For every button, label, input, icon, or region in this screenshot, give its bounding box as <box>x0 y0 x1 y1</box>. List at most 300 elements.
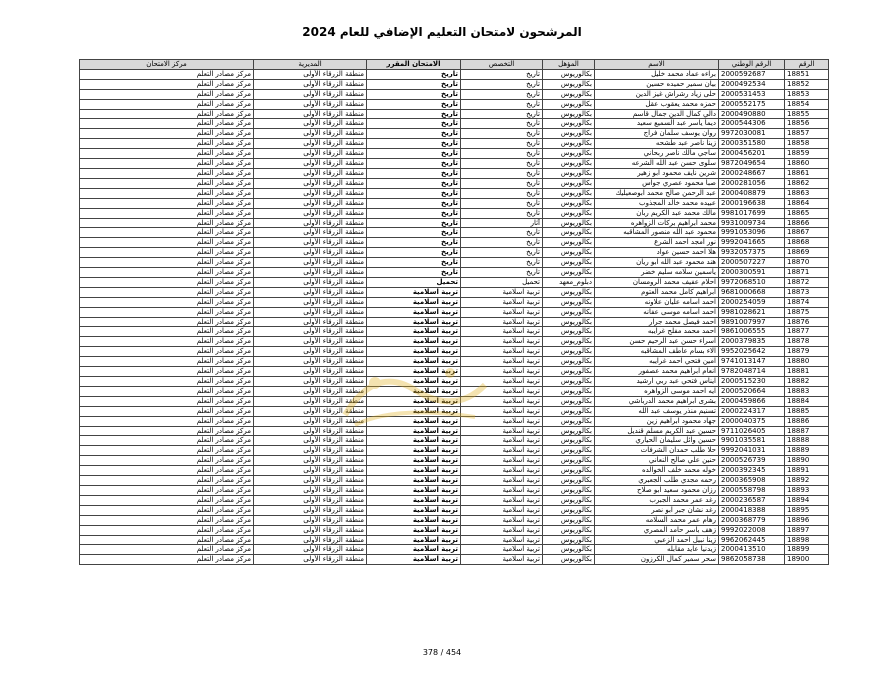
table-row <box>80 178 829 188</box>
name-cell: الاء بسام عاطف المشاقبه <box>595 347 719 357</box>
exam-cell: تاريخ <box>367 218 461 228</box>
exam-center-cell: مركز مصادر التعلم <box>80 436 254 446</box>
table-row <box>80 456 829 466</box>
exam-center-cell: مركز مصادر التعلم <box>80 357 254 367</box>
header-qualification: المؤهل <box>543 60 595 70</box>
name-cell: ديما ياسر عبد السميع سعيد <box>595 119 719 129</box>
qualification-cell: بكالوريوس <box>543 208 595 218</box>
serial-cell: 18859 <box>785 149 829 159</box>
specialization-cell: تربية اسلامية <box>461 466 543 476</box>
exam-center-cell: مركز مصادر التعلم <box>80 446 254 456</box>
table-row <box>80 69 829 79</box>
specialization-cell: تربية اسلامية <box>461 525 543 535</box>
qualification-cell: بكالوريوس <box>543 515 595 525</box>
name-cell: زينا ناصر عبد طشحه <box>595 139 719 149</box>
serial-cell: 18866 <box>785 218 829 228</box>
name-cell: عبيده محمد خالد المجذوب <box>595 198 719 208</box>
exam-cell: تربية اسلامية <box>367 495 461 505</box>
specialization-cell: تاريخ <box>461 188 543 198</box>
table-row <box>80 168 829 178</box>
name-cell: صبا محمود عصري جواس <box>595 178 719 188</box>
specialization-cell: تاريخ <box>461 248 543 258</box>
qualification-cell: بكالوريوس <box>543 297 595 307</box>
specialization-cell: تاريخ <box>461 228 543 238</box>
name-cell: زهف باسر حامد المصري <box>595 525 719 535</box>
serial-cell: 18891 <box>785 466 829 476</box>
specialization-cell: تربية اسلامية <box>461 476 543 486</box>
qualification-cell: بكالوريوس <box>543 555 595 565</box>
qualification-cell: بكالوريوس <box>543 168 595 178</box>
serial-cell: 18858 <box>785 139 829 149</box>
table-row <box>80 317 829 327</box>
directorate-cell: منطقة الزرقاء الأولى <box>254 436 367 446</box>
serial-cell: 18851 <box>785 69 829 79</box>
specialization-cell: تاريخ <box>461 268 543 278</box>
exam-cell: تاريخ <box>367 69 461 79</box>
national-id-cell: 9972068510 <box>719 277 785 287</box>
page-number: 378 / 454 <box>422 648 462 657</box>
national-id-cell: 9782048714 <box>719 367 785 377</box>
exam-center-cell: مركز مصادر التعلم <box>80 327 254 337</box>
national-id-cell: 2000558798 <box>719 485 785 495</box>
exam-center-cell: مركز مصادر التعلم <box>80 406 254 416</box>
specialization-cell: تربية اسلامية <box>461 416 543 426</box>
national-id-cell: 9952025642 <box>719 347 785 357</box>
exam-cell: تربية اسلامية <box>367 386 461 396</box>
national-id-cell: 2000526739 <box>719 456 785 466</box>
exam-center-cell: مركز مصادر التعلم <box>80 178 254 188</box>
qualification-cell: دبلوم_معهد <box>543 277 595 287</box>
exam-center-cell: مركز مصادر التعلم <box>80 168 254 178</box>
name-cell: حلا طلب حمدان الشرفات <box>595 446 719 456</box>
specialization-cell: تربية اسلامية <box>461 287 543 297</box>
name-cell: حمزه محمد يعقوب عقل <box>595 99 719 109</box>
serial-cell: 18893 <box>785 485 829 495</box>
exam-center-cell: مركز مصادر التعلم <box>80 535 254 545</box>
specialization-cell: تربية اسلامية <box>461 535 543 545</box>
exam-cell: تربية اسلامية <box>367 337 461 347</box>
qualification-cell: بكالوريوس <box>543 495 595 505</box>
exam-cell: تربية اسلامية <box>367 515 461 525</box>
national-id-cell: 9992041031 <box>719 446 785 456</box>
exam-center-cell: مركز مصادر التعلم <box>80 129 254 139</box>
table-row <box>80 159 829 169</box>
table-row <box>80 228 829 238</box>
specialization-cell: تربية اسلامية <box>461 357 543 367</box>
name-cell: محمد ابراهيم بركات الزواهره <box>595 218 719 228</box>
directorate-cell: منطقة الزرقاء الأولى <box>254 297 367 307</box>
serial-cell: 18857 <box>785 129 829 139</box>
directorate-cell: منطقة الزرقاء الأولى <box>254 238 367 248</box>
directorate-cell: منطقة الزرقاء الأولى <box>254 426 367 436</box>
national-id-cell: 2000224317 <box>719 406 785 416</box>
qualification-cell: بكالوريوس <box>543 466 595 476</box>
serial-cell: 18869 <box>785 248 829 258</box>
table-row <box>80 307 829 317</box>
serial-cell: 18872 <box>785 277 829 287</box>
exam-center-cell: مركز مصادر التعلم <box>80 277 254 287</box>
qualification-cell: بكالوريوس <box>543 357 595 367</box>
specialization-cell: تاريخ <box>461 119 543 129</box>
qualification-cell: بكالوريوس <box>543 129 595 139</box>
directorate-cell: منطقة الزرقاء الأولى <box>254 159 367 169</box>
specialization-cell: تربية اسلامية <box>461 505 543 515</box>
table-row <box>80 396 829 406</box>
national-id-cell: 2000300591 <box>719 268 785 278</box>
directorate-cell: منطقة الزرقاء الأولى <box>254 268 367 278</box>
exam-cell: تاريخ <box>367 198 461 208</box>
national-id-cell: 9981028621 <box>719 307 785 317</box>
exam-cell: تربية اسلامية <box>367 416 461 426</box>
national-id-cell: 9861006555 <box>719 327 785 337</box>
qualification-cell: بكالوريوس <box>543 198 595 208</box>
qualification-cell: بكالوريوس <box>543 367 595 377</box>
qualification-cell: بكالوريوس <box>543 119 595 129</box>
qualification-cell: بكالوريوس <box>543 476 595 486</box>
table-row <box>80 119 829 129</box>
exam-cell: تربية اسلامية <box>367 505 461 515</box>
directorate-cell: منطقة الزرقاء الأولى <box>254 555 367 565</box>
name-cell: ياسمين سلامه سليم خضر <box>595 268 719 278</box>
table-row <box>80 238 829 248</box>
table-row <box>80 79 829 89</box>
serial-cell: 18885 <box>785 406 829 416</box>
exam-cell: تاريخ <box>367 208 461 218</box>
exam-center-cell: مركز مصادر التعلم <box>80 188 254 198</box>
name-cell: ابراهيم كامل محمد العتوم <box>595 287 719 297</box>
qualification-cell: بكالوريوس <box>543 535 595 545</box>
directorate-cell: منطقة الزرقاء الأولى <box>254 466 367 476</box>
exam-center-cell: مركز مصادر التعلم <box>80 149 254 159</box>
exam-cell: تربية اسلامية <box>367 446 461 456</box>
qualification-cell: بكالوريوس <box>543 79 595 89</box>
exam-cell: تاريخ <box>367 149 461 159</box>
national-id-cell: 2000507227 <box>719 258 785 268</box>
name-cell: خوله محمد خلف الخوالده <box>595 466 719 476</box>
national-id-cell: 2000040375 <box>719 416 785 426</box>
directorate-cell: منطقة الزرقاء الأولى <box>254 476 367 486</box>
table-row <box>80 535 829 545</box>
exam-cell: تاريخ <box>367 99 461 109</box>
name-cell: سحر سمير كمال الكرزون <box>595 555 719 565</box>
specialization-cell: تاريخ <box>461 198 543 208</box>
table-row <box>80 347 829 357</box>
specialization-cell: تربية اسلامية <box>461 485 543 495</box>
specialization-cell: تاريخ <box>461 149 543 159</box>
name-cell: احمد فيصل محمد جرار <box>595 317 719 327</box>
qualification-cell: بكالوريوس <box>543 99 595 109</box>
name-cell: نور امجد احمد الشرع <box>595 238 719 248</box>
directorate-cell: منطقة الزرقاء الأولى <box>254 228 367 238</box>
qualification-cell: بكالوريوس <box>543 446 595 456</box>
exam-cell: تربية اسلامية <box>367 347 461 357</box>
name-cell: رغد نشأن جبر ابو نصر <box>595 505 719 515</box>
serial-cell: 18889 <box>785 446 829 456</box>
table-header-row <box>80 60 829 70</box>
national-id-cell: 2000515230 <box>719 377 785 387</box>
serial-cell: 18895 <box>785 505 829 515</box>
table-row <box>80 89 829 99</box>
national-id-cell: 2000236587 <box>719 495 785 505</box>
directorate-cell: منطقة الزرقاء الأولى <box>254 456 367 466</box>
exam-center-cell: مركز مصادر التعلم <box>80 89 254 99</box>
national-id-cell: 2000351580 <box>719 139 785 149</box>
exam-cell: تربية اسلامية <box>367 297 461 307</box>
exam-cell: تاريخ <box>367 79 461 89</box>
table-row <box>80 446 829 456</box>
specialization-cell: آثار <box>461 218 543 228</box>
qualification-cell: بكالوريوس <box>543 228 595 238</box>
table-row <box>80 525 829 535</box>
directorate-cell: منطقة الزرقاء الأولى <box>254 198 367 208</box>
directorate-cell: منطقة الزرقاء الأولى <box>254 495 367 505</box>
table-row <box>80 268 829 278</box>
exam-center-cell: مركز مصادر التعلم <box>80 297 254 307</box>
exam-center-cell: مركز مصادر التعلم <box>80 515 254 525</box>
exam-cell: تربية اسلامية <box>367 357 461 367</box>
exam-center-cell: مركز مصادر التعلم <box>80 287 254 297</box>
header-specialization: التخصص <box>461 60 543 70</box>
national-id-cell: 2000456201 <box>719 149 785 159</box>
serial-cell: 18896 <box>785 515 829 525</box>
exam-center-cell: مركز مصادر التعلم <box>80 495 254 505</box>
exam-cell: تربية اسلامية <box>367 307 461 317</box>
national-id-cell: 9932057375 <box>719 248 785 258</box>
specialization-cell: تاريخ <box>461 89 543 99</box>
national-id-cell: 9901035581 <box>719 436 785 446</box>
directorate-cell: منطقة الزرقاء الأولى <box>254 119 367 129</box>
national-id-cell: 2000490880 <box>719 109 785 119</box>
table-row <box>80 139 829 149</box>
document-title: المرشحون لامتحان التعليم الإضافي للعام 2024 <box>302 25 582 39</box>
exam-center-cell: مركز مصادر التعلم <box>80 238 254 248</box>
table-row <box>80 377 829 387</box>
directorate-cell: منطقة الزرقاء الأولى <box>254 347 367 357</box>
specialization-cell: تربية اسلامية <box>461 367 543 377</box>
exam-center-cell: مركز مصادر التعلم <box>80 208 254 218</box>
exam-cell: تاريخ <box>367 178 461 188</box>
directorate-cell: منطقة الزرقاء الأولى <box>254 149 367 159</box>
serial-cell: 18876 <box>785 317 829 327</box>
specialization-cell: تاريخ <box>461 178 543 188</box>
table-row <box>80 505 829 515</box>
exam-center-cell: مركز مصادر التعلم <box>80 228 254 238</box>
national-id-cell: 2000408879 <box>719 188 785 198</box>
name-cell: عبد الرحمن صالح محمد ابوصعيليك <box>595 188 719 198</box>
table-row <box>80 188 829 198</box>
serial-cell: 18868 <box>785 238 829 248</box>
serial-cell: 18856 <box>785 119 829 129</box>
name-cell: ساجي مالك ناصر ربحاني <box>595 149 719 159</box>
table-row <box>80 466 829 476</box>
qualification-cell: بكالوريوس <box>543 505 595 515</box>
exam-cell: تربية اسلامية <box>367 555 461 565</box>
national-id-cell: 2000459866 <box>719 396 785 406</box>
national-id-cell: 9872049654 <box>719 159 785 169</box>
candidates-table <box>79 59 829 565</box>
exam-center-cell: مركز مصادر التعلم <box>80 476 254 486</box>
exam-center-cell: مركز مصادر التعلم <box>80 386 254 396</box>
table-row <box>80 515 829 525</box>
national-id-cell: 9972030081 <box>719 129 785 139</box>
national-id-cell: 2000544306 <box>719 119 785 129</box>
qualification-cell: بكالوريوس <box>543 159 595 169</box>
qualification-cell: بكالوريوس <box>543 317 595 327</box>
national-id-cell: 9962062445 <box>719 535 785 545</box>
table-row <box>80 555 829 565</box>
qualification-cell: بكالوريوس <box>543 248 595 258</box>
qualification-cell: بكالوريوس <box>543 327 595 337</box>
serial-cell: 18871 <box>785 268 829 278</box>
exam-center-cell: مركز مصادر التعلم <box>80 268 254 278</box>
qualification-cell: بكالوريوس <box>543 485 595 495</box>
exam-cell: تربية اسلامية <box>367 476 461 486</box>
national-id-cell: 2000592687 <box>719 69 785 79</box>
exam-cell: تاريخ <box>367 248 461 258</box>
specialization-cell: تاريخ <box>461 99 543 109</box>
qualification-cell: بكالوريوس <box>543 149 595 159</box>
specialization-cell: تربية اسلامية <box>461 377 543 387</box>
serial-cell: 18852 <box>785 79 829 89</box>
exam-cell: تاريخ <box>367 159 461 169</box>
exam-cell: تحميل <box>367 277 461 287</box>
table-row <box>80 149 829 159</box>
serial-cell: 18853 <box>785 89 829 99</box>
serial-cell: 18884 <box>785 396 829 406</box>
specialization-cell: تربية اسلامية <box>461 495 543 505</box>
specialization-cell: تربية اسلامية <box>461 515 543 525</box>
serial-cell: 18878 <box>785 337 829 347</box>
serial-cell: 18881 <box>785 367 829 377</box>
table-row <box>80 545 829 555</box>
specialization-cell: تاريخ <box>461 79 543 89</box>
table-row <box>80 416 829 426</box>
serial-cell: 18862 <box>785 178 829 188</box>
specialization-cell: تربية اسلامية <box>461 307 543 317</box>
exam-center-cell: مركز مصادر التعلم <box>80 139 254 149</box>
exam-cell: تربية اسلامية <box>367 535 461 545</box>
exam-center-cell: مركز مصادر التعلم <box>80 377 254 387</box>
exam-cell: تاريخ <box>367 238 461 248</box>
serial-cell: 18855 <box>785 109 829 119</box>
serial-cell: 18875 <box>785 307 829 317</box>
specialization-cell: تربية اسلامية <box>461 426 543 436</box>
directorate-cell: منطقة الزرقاء الأولى <box>254 505 367 515</box>
national-id-cell: 2000368779 <box>719 515 785 525</box>
table-row <box>80 248 829 258</box>
directorate-cell: منطقة الزرقاء الأولى <box>254 367 367 377</box>
exam-cell: تربية اسلامية <box>367 426 461 436</box>
qualification-cell: بكالوريوس <box>543 139 595 149</box>
national-id-cell: 2000392345 <box>719 466 785 476</box>
name-cell: زيدنيا عايد مقابله <box>595 545 719 555</box>
qualification-cell: بكالوريوس <box>543 307 595 317</box>
directorate-cell: منطقة الزرقاء الأولى <box>254 535 367 545</box>
serial-cell: 18890 <box>785 456 829 466</box>
specialization-cell: تاريخ <box>461 69 543 79</box>
directorate-cell: منطقة الزرقاء الأولى <box>254 357 367 367</box>
header-serial: الرقم <box>785 60 829 70</box>
table-row <box>80 287 829 297</box>
qualification-cell: بكالوريوس <box>543 287 595 297</box>
serial-cell: 18864 <box>785 198 829 208</box>
qualification-cell: بكالوريوس <box>543 69 595 79</box>
qualification-cell: بكالوريوس <box>543 426 595 436</box>
name-cell: حسين عبد الكريم مسلم قنديل <box>595 426 719 436</box>
table-row <box>80 357 829 367</box>
serial-cell: 18880 <box>785 357 829 367</box>
directorate-cell: منطقة الزرقاء الأولى <box>254 545 367 555</box>
national-id-cell: 2000520664 <box>719 386 785 396</box>
table-row <box>80 406 829 416</box>
table-row <box>80 198 829 208</box>
name-cell: بشرى ابراهيم محمد الدرباشي <box>595 396 719 406</box>
exam-cell: تربية اسلامية <box>367 406 461 416</box>
national-id-cell: 9981017699 <box>719 208 785 218</box>
serial-cell: 18865 <box>785 208 829 218</box>
table-row <box>80 426 829 436</box>
qualification-cell: بكالوريوس <box>543 109 595 119</box>
exam-center-cell: مركز مصادر التعلم <box>80 307 254 317</box>
national-id-cell: 2000418388 <box>719 505 785 515</box>
serial-cell: 18900 <box>785 555 829 565</box>
national-id-cell: 9711026405 <box>719 426 785 436</box>
specialization-cell: تاريخ <box>461 208 543 218</box>
exam-center-cell: مركز مصادر التعلم <box>80 416 254 426</box>
serial-cell: 18897 <box>785 525 829 535</box>
directorate-cell: منطقة الزرقاء الأولى <box>254 307 367 317</box>
serial-cell: 18898 <box>785 535 829 545</box>
exam-cell: تاريخ <box>367 89 461 99</box>
exam-cell: تربية اسلامية <box>367 485 461 495</box>
serial-cell: 18854 <box>785 99 829 109</box>
national-id-cell: 2000196638 <box>719 198 785 208</box>
name-cell: هلا احمد حسين عواد <box>595 248 719 258</box>
exam-center-cell: مركز مصادر التعلم <box>80 337 254 347</box>
name-cell: احمد محمد مفلح غرايبه <box>595 327 719 337</box>
exam-center-cell: مركز مصادر التعلم <box>80 347 254 357</box>
qualification-cell: بكالوريوس <box>543 258 595 268</box>
exam-cell: تاريخ <box>367 228 461 238</box>
header-name: الاسم <box>595 60 719 70</box>
qualification-cell: بكالوريوس <box>543 188 595 198</box>
specialization-cell: تربية اسلامية <box>461 347 543 357</box>
table-row <box>80 327 829 337</box>
name-cell: براءه عماد محمد خليل <box>595 69 719 79</box>
specialization-cell: تربية اسلامية <box>461 317 543 327</box>
serial-cell: 18883 <box>785 386 829 396</box>
serial-cell: 18899 <box>785 545 829 555</box>
national-id-cell: 2000531453 <box>719 89 785 99</box>
specialization-cell: تاريخ <box>461 168 543 178</box>
exam-center-cell: مركز مصادر التعلم <box>80 258 254 268</box>
specialization-cell: تربية اسلامية <box>461 337 543 347</box>
name-cell: زينا نبيل احمد الزعبي <box>595 535 719 545</box>
national-id-cell: 2000365908 <box>719 476 785 486</box>
exam-cell: تربية اسلامية <box>367 287 461 297</box>
directorate-cell: منطقة الزرقاء الأولى <box>254 99 367 109</box>
table-row <box>80 208 829 218</box>
name-cell: حلى زياد رشراش غيز الدين <box>595 89 719 99</box>
directorate-cell: منطقة الزرقاء الأولى <box>254 377 367 387</box>
name-cell: رحمه مجدي طلب الجعبري <box>595 476 719 486</box>
exam-cell: تاريخ <box>367 119 461 129</box>
exam-center-cell: مركز مصادر التعلم <box>80 505 254 515</box>
name-cell: رغد عمر محمد الجبرب <box>595 495 719 505</box>
name-cell: مالك محمد عبد الكريم ربان <box>595 208 719 218</box>
national-id-cell: 9862058738 <box>719 555 785 565</box>
exam-center-cell: مركز مصادر التعلم <box>80 545 254 555</box>
